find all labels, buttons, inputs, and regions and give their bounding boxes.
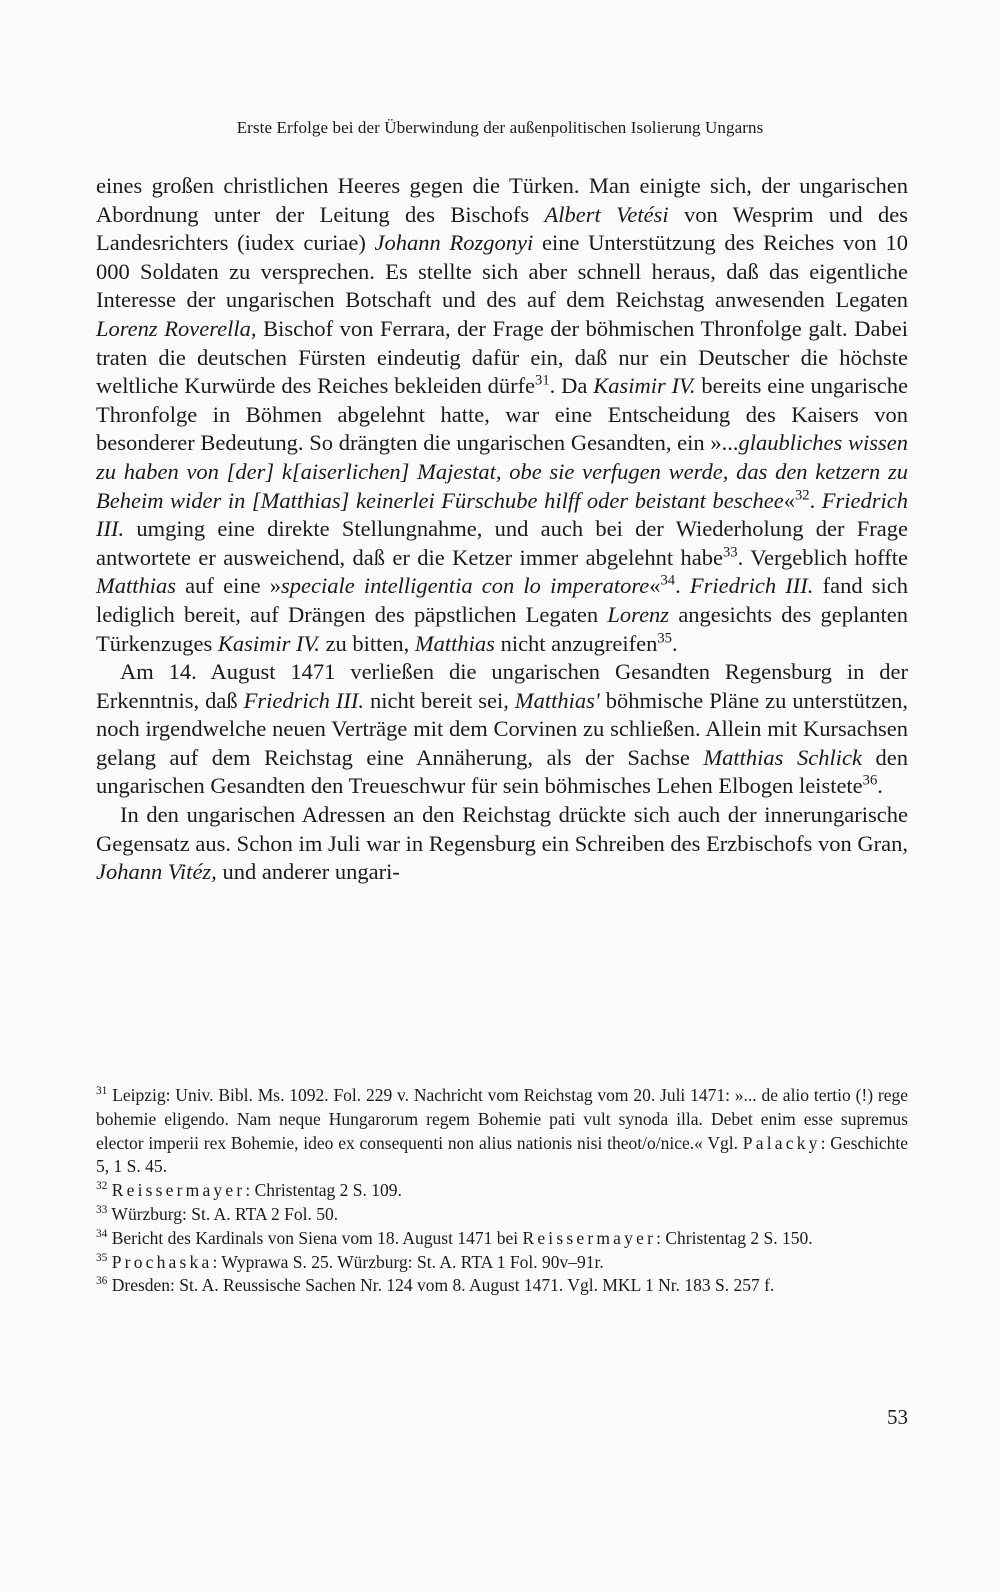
text-run: : Wyprawa S. 25. Würzburg: St. A. RTA 1 Fol. 90v–91r. bbox=[212, 1251, 604, 1272]
text-run: nicht anzugreifen bbox=[494, 630, 658, 656]
page-number: 53 bbox=[887, 1405, 908, 1429]
text-run: Würzburg: St. A. RTA 2 Fol. 50. bbox=[111, 1203, 339, 1224]
text-run: von Wesprim und des Landesrichters (iudex curiae) bbox=[96, 201, 908, 256]
footnote-ref: 35 bbox=[657, 630, 672, 646]
footnote bbox=[96, 1274, 908, 1298]
author-name: Reissermayer bbox=[111, 1180, 246, 1201]
footnote bbox=[96, 1179, 908, 1203]
body-text bbox=[96, 172, 908, 887]
text-run: Bischof von Ferrara, der Frage der böhmischen Thronfolge galt. Dabei traten die deutschen Fürsten eindeutig dafür ein, daß nur ein Deutscher die höchste weltliche Kurwürde des Reiches bekleiden dürfe bbox=[96, 315, 908, 399]
text-run: In den ungarischen Adressen an den Reichstag drückte sich auch der innerungarische Gegensatz aus. Schon im Juli war in Regensburg ein Schreiben des Erzbischofs von Gran, bbox=[96, 802, 908, 856]
footnote-ref: 32 bbox=[794, 487, 810, 504]
italic-text: Friedrich III. bbox=[96, 487, 909, 542]
footnote-ref: 34 bbox=[660, 572, 676, 589]
italic-text: Albert Vetési bbox=[544, 201, 669, 227]
paragraph bbox=[96, 172, 908, 658]
footnote-number: 35 bbox=[96, 1251, 108, 1264]
text-run: angesichts des geplanten Türkenzuges bbox=[96, 601, 908, 656]
footnote-ref: 33 bbox=[722, 544, 738, 561]
italic-text: Johann Rozgonyi bbox=[374, 230, 534, 256]
text-run: nicht bereit sei, bbox=[363, 687, 515, 713]
italic-text: Lorenz Roverella, bbox=[96, 315, 257, 341]
text-run: . bbox=[877, 773, 883, 799]
text-run: Dresden: St. A. Reussische Sachen Nr. 124 vom 8. August 1471. Vgl. MKL 1 Nr. 183 S. 257 f. bbox=[111, 1275, 775, 1296]
footnote bbox=[96, 1084, 908, 1179]
running-head: Erste Erfolge bei der Überwindung der außenpolitischen Isolierung Ungarns bbox=[236, 118, 764, 137]
text-run: eines großen christlichen Heeres gegen die Türken. Man einigte sich, der ungarischen Abordnung unter der Leitung des Bischofs bbox=[96, 173, 908, 227]
text-run: zu bitten, bbox=[319, 630, 415, 656]
text-run: böhmische Pläne zu unterstützen, noch irgendwelche neuen Verträge mit dem Corvinen zu schließen. Allein mit Kursachsen gelang auf dem Reichstag eine Annäherung, als der Sachse bbox=[96, 687, 909, 770]
text-run: . bbox=[671, 630, 678, 656]
author-name: Palacky bbox=[742, 1132, 821, 1153]
paragraph bbox=[96, 658, 908, 801]
text-run: . bbox=[809, 487, 822, 513]
text-run: auf eine » bbox=[176, 573, 281, 599]
footnote-number: 33 bbox=[96, 1204, 108, 1217]
italic-text: Matthias' bbox=[514, 687, 600, 713]
italic-text: Kasimir IV. bbox=[217, 630, 320, 656]
footnote-number: 36 bbox=[96, 1275, 108, 1288]
italic-text: Friedrich III. bbox=[689, 573, 814, 599]
italic-text: speciale intelligentia con lo imperatore bbox=[280, 573, 650, 599]
text-run: : Christentag 2 S. 150. bbox=[656, 1227, 813, 1248]
footnote bbox=[96, 1203, 908, 1227]
text-run: umging eine direkte Stellungnahme, und auch bei der Wiederholung der Frage antwortete er ausweichend, daß er die Ketzer immer abgelehnt habe bbox=[96, 516, 908, 570]
footnotes bbox=[96, 1084, 908, 1298]
italic-text: Johann Vitéz, bbox=[96, 859, 217, 885]
author-name: Reissermayer bbox=[522, 1227, 657, 1248]
text-run: fand sich lediglich bereit, auf Drängen des päpstlichen Legaten bbox=[96, 573, 908, 627]
text-run: . Da bbox=[549, 373, 594, 399]
footnote-ref: 31 bbox=[535, 372, 550, 389]
footnote-ref: 36 bbox=[862, 772, 878, 789]
italic-text: Lorenz bbox=[607, 601, 670, 627]
text-run: Bericht des Kardinals von Siena vom 18. August 1471 bei bbox=[111, 1227, 523, 1248]
text-run: den ungarischen Gesandten den Treueschwur für sein böhmisches Lehen Elbogen leistete bbox=[96, 744, 908, 799]
italic-text: Matthias bbox=[96, 573, 177, 599]
footnote-number: 31 bbox=[96, 1085, 108, 1098]
footnote bbox=[96, 1251, 908, 1275]
author-name: Prochaska bbox=[111, 1251, 213, 1272]
italic-text: Friedrich III. bbox=[243, 687, 364, 713]
text-run: Am 14. August 1471 verließen die ungarischen Gesandten Regensburg in der Erkenntnis, daß bbox=[96, 659, 908, 713]
text-run: « bbox=[649, 573, 661, 599]
italic-text: Matthias Schlick bbox=[703, 744, 862, 770]
italic-text: Matthias bbox=[414, 630, 495, 656]
text-run: . bbox=[675, 573, 690, 599]
text-run: und anderer ungari- bbox=[216, 859, 400, 885]
footnote-number: 32 bbox=[96, 1180, 108, 1193]
footnote bbox=[96, 1227, 908, 1251]
text-run: Leipzig: Univ. Bibl. Ms. 1092. Fol. 229 v. Nachricht vom Reichstag vom 20. Juli 1471: »... de alio tertio (!) rege bohemie eligendo. Nam neque Hungarorum regem Bohemie pati vult synoda illa. Debet enim esse supremus elector imperii rex Bohemie, ideo ex consequenti non alius nationis nisi theot/o/nice.« Vgl. bbox=[96, 1085, 909, 1153]
italic-text: Kasimir IV. bbox=[593, 373, 696, 399]
paragraph bbox=[96, 801, 908, 887]
text-run: eine Unterstützung des Reiches von 10 000 Soldaten zu versprechen. Es stellte sich aber schnell heraus, daß das eigentliche Interesse der ungarischen Botschaft und des auf dem Reichstag anwesenden Legaten bbox=[96, 230, 908, 313]
text-run: « bbox=[783, 487, 795, 513]
text-run: : Geschichte 5, 1 S. 45. bbox=[96, 1132, 909, 1177]
text-run: bereits eine ungarische Thronfolge in Böhmen abgelehnt hatte, war eine Entscheidung des Kaisers von besonderer Bedeutung. So drängten die ungarischen Gesandten, ein »... bbox=[96, 373, 908, 456]
text-run: : Christentag 2 S. 109. bbox=[245, 1180, 402, 1201]
italic-text: glaubliches wissen zu haben von [der] k[aiserlichen] Majestat, obe sie verfugen werde, das den ketzern zu Beheim wider in [Matthias] keinerlei Fürschube hilff oder beistant beschee bbox=[96, 430, 908, 513]
text-run: . Vergeblich hoffte bbox=[737, 544, 908, 570]
footnote-number: 34 bbox=[96, 1227, 108, 1240]
